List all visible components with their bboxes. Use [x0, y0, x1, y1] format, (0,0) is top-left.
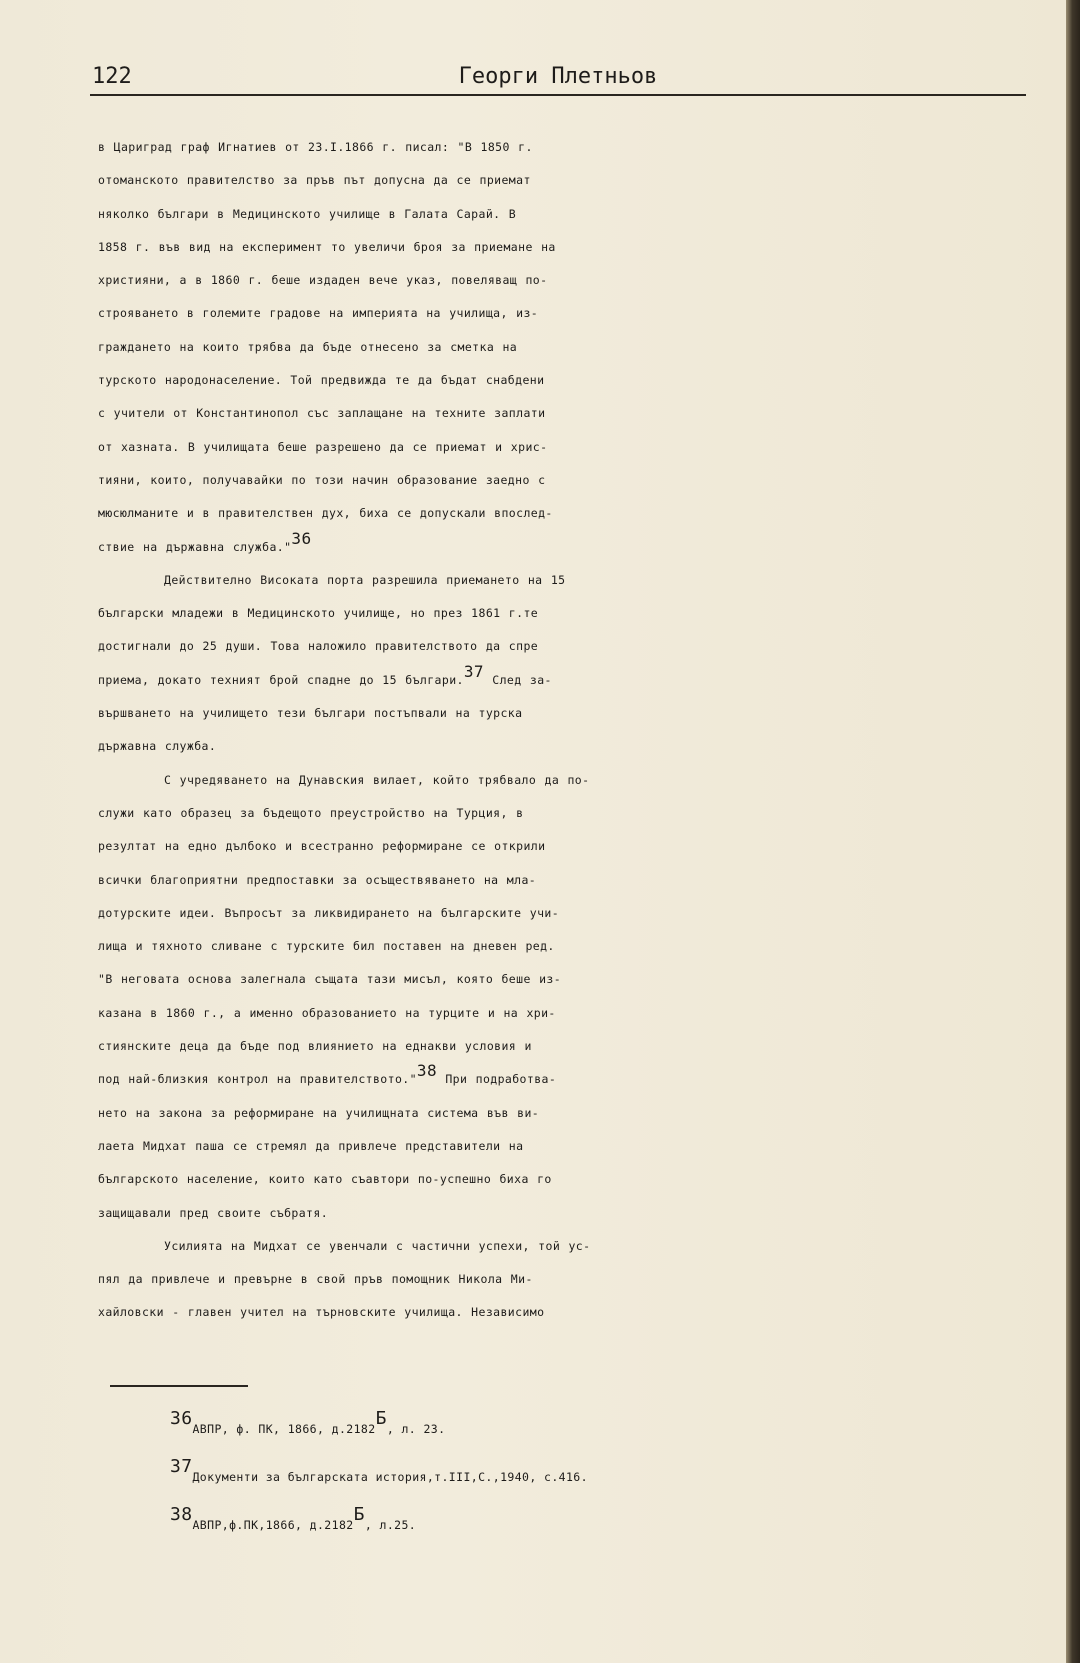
text-line [98, 764, 1038, 797]
text-line-content: граждането на които трябва да бъде отнесено за сметка на [98, 339, 518, 354]
text-line-content: лаета Мидхат паша се стремял да привлече представители на [98, 1138, 524, 1153]
footnote-text-continuation: , л. 23. [386, 1422, 446, 1436]
text-line-content: турското народонаселение. Той предвижда те да бъдат снабдени [98, 373, 545, 388]
text-line [98, 1263, 1038, 1296]
text-line-content: "В неговата основа залегнала същата тази мисъл, която беше из- [98, 972, 562, 987]
text-line-content: служи като образец за бъдещото преустройство на Турция, в [98, 805, 524, 820]
footnote-text: АВПР,ф.ПК,1866, д.2182 [192, 1518, 354, 1532]
footnote-number: 38 [170, 1504, 193, 1526]
text-line-content: 1858 г. във вид на експеримент то увеличи броя за приемане на [98, 239, 556, 254]
page-number: 122 [92, 64, 132, 89]
text-line [98, 630, 1038, 663]
footnote-text: Документи за българската история,т.III,С.,1940, с.416. [192, 1470, 588, 1484]
text-line-content: няколко българи в Медицинското училище в Галата Сарай. В [98, 206, 517, 221]
text-line-content: С учредяването на Дунавския вилает, който трябвало да по- [164, 772, 590, 787]
text-line-content: нето на закона за реформиране на училищната система във ви- [98, 1105, 540, 1120]
text-line [98, 963, 1038, 996]
text-line-content: отоманското правителство за пръв път допусна да се приемат [98, 173, 531, 188]
text-line-content: Усилията на Мидхат се увенчали с частични успехи, той ус- [164, 1238, 591, 1253]
text-line [98, 797, 1038, 830]
text-line-content: казана в 1860 г., а именно образованието на турците и на хри- [98, 1005, 556, 1020]
text-line [98, 730, 1038, 763]
text-line-content: християни, а в 1860 г. беше издаден вече указ, повеляващ по- [98, 273, 548, 288]
text-line-continuation: След за- [483, 672, 552, 687]
text-line-content: от хазната. В училищата беше разрешено да се приемат и хрис- [98, 439, 548, 454]
text-line-content: строяването в големите градове на империята на училища, из- [98, 306, 539, 321]
text-line [98, 1296, 1038, 1329]
text-line [98, 564, 1038, 597]
text-line-content: стиянските деца да бъде под влиянието на еднакви условия и [98, 1039, 532, 1054]
text-line [98, 997, 1038, 1030]
text-line [98, 897, 1038, 930]
footnote-separator [110, 1385, 248, 1387]
footnote-number: 37 [170, 1456, 193, 1478]
footnote-item [170, 1405, 1030, 1453]
text-line-content: хайловски - главен учител на търновските училища. Независимо [98, 1305, 545, 1320]
text-line-content: всички благоприятни предпоставки за осъществяването на мла- [98, 872, 537, 887]
text-line-content: вършването на училището тези българи постъпвали на турска [98, 706, 523, 721]
text-line-content: в Цариград граф Игнатиев от 23.I.1866 г. писал: "В 1850 г. [98, 140, 533, 154]
text-line-content: приема, докато техният брой спадне до 15 българи. [98, 672, 464, 687]
text-line-content: държавна служба. [98, 739, 217, 754]
text-line [98, 864, 1038, 897]
text-line-content: защищавали пред своите събратя. [98, 1205, 329, 1220]
text-line-content: дотурските идеи. Въпросът за ликвидирането на българските учи- [98, 905, 560, 920]
footnote-ref[interactable]: 38 [416, 1061, 437, 1081]
text-line-content: Действително Високата порта разрешила приемането на 15 [164, 572, 566, 587]
footnotes [170, 1405, 1030, 1549]
text-line [98, 497, 1038, 530]
footnote-text: АВПР, ф. ПК, 1866, д.2182 [192, 1422, 376, 1436]
text-line-content: достигнали до 25 души. Това наложило правителството да спре [98, 639, 539, 654]
footnote-item [170, 1501, 1030, 1549]
text-line [98, 597, 1038, 630]
text-line-content: тияни, които, получавайки по този начин образование заедно с [98, 472, 546, 487]
text-line [98, 297, 1038, 330]
footnote-item [170, 1453, 1030, 1501]
text-line [98, 131, 1038, 164]
text-line [98, 1030, 1038, 1063]
text-line-content: ствие на държавна служба." [98, 539, 292, 554]
footnote-text-continuation: , л.25. [364, 1518, 417, 1532]
text-line [98, 1097, 1038, 1130]
text-line [98, 1130, 1038, 1163]
page-header [90, 62, 1026, 96]
body-text [98, 131, 1038, 1330]
footnote-number: 36 [170, 1408, 193, 1430]
text-line-content: лища и тяхното сливане с турските бил поставен на дневен ред. [98, 939, 555, 954]
text-line-content: под най-близкия контрол на правителството." [98, 1072, 417, 1087]
text-line [98, 830, 1038, 863]
text-line [98, 661, 1038, 697]
text-line [98, 1163, 1038, 1196]
running-head: Георги Плетньов [458, 64, 658, 89]
text-line [98, 697, 1038, 730]
text-line [98, 1197, 1038, 1230]
text-line [98, 930, 1038, 963]
text-line-content: мюсюлманите и в правителствен дух, биха се допускали впослед- [98, 506, 553, 521]
text-line [98, 264, 1038, 297]
text-line [98, 1063, 1038, 1096]
text-line-content: български младежи в Медицинското училище, но през 1861 г.те [98, 606, 539, 621]
footnote-ref[interactable]: 36 [291, 528, 312, 548]
text-line [98, 431, 1038, 464]
footnote-superscript: Б [353, 1504, 365, 1526]
text-line [98, 464, 1038, 497]
text-line [98, 364, 1038, 397]
text-line-continuation: При подработва- [437, 1072, 557, 1087]
text-line-content: пял да привлече и превърне в свой пръв помощник Никола Ми- [98, 1272, 533, 1287]
text-line [98, 1230, 1038, 1263]
text-line [98, 397, 1038, 430]
footnote-superscript: Б [375, 1408, 387, 1430]
text-line [98, 198, 1038, 231]
text-line-content: резултат на едно дълбоко и всестранно реформиране се открили [98, 839, 546, 854]
text-line [98, 528, 1038, 564]
book-spine-shadow [1066, 0, 1080, 1663]
text-line [98, 231, 1038, 264]
text-line-content: с учители от Константинопол със заплащане на техните заплати [98, 406, 546, 421]
text-line [98, 331, 1038, 364]
footnote-ref[interactable]: 37 [463, 661, 484, 681]
text-line-content: българското население, които като съавтори по-успешно биха го [98, 1172, 552, 1187]
text-line [98, 164, 1038, 197]
